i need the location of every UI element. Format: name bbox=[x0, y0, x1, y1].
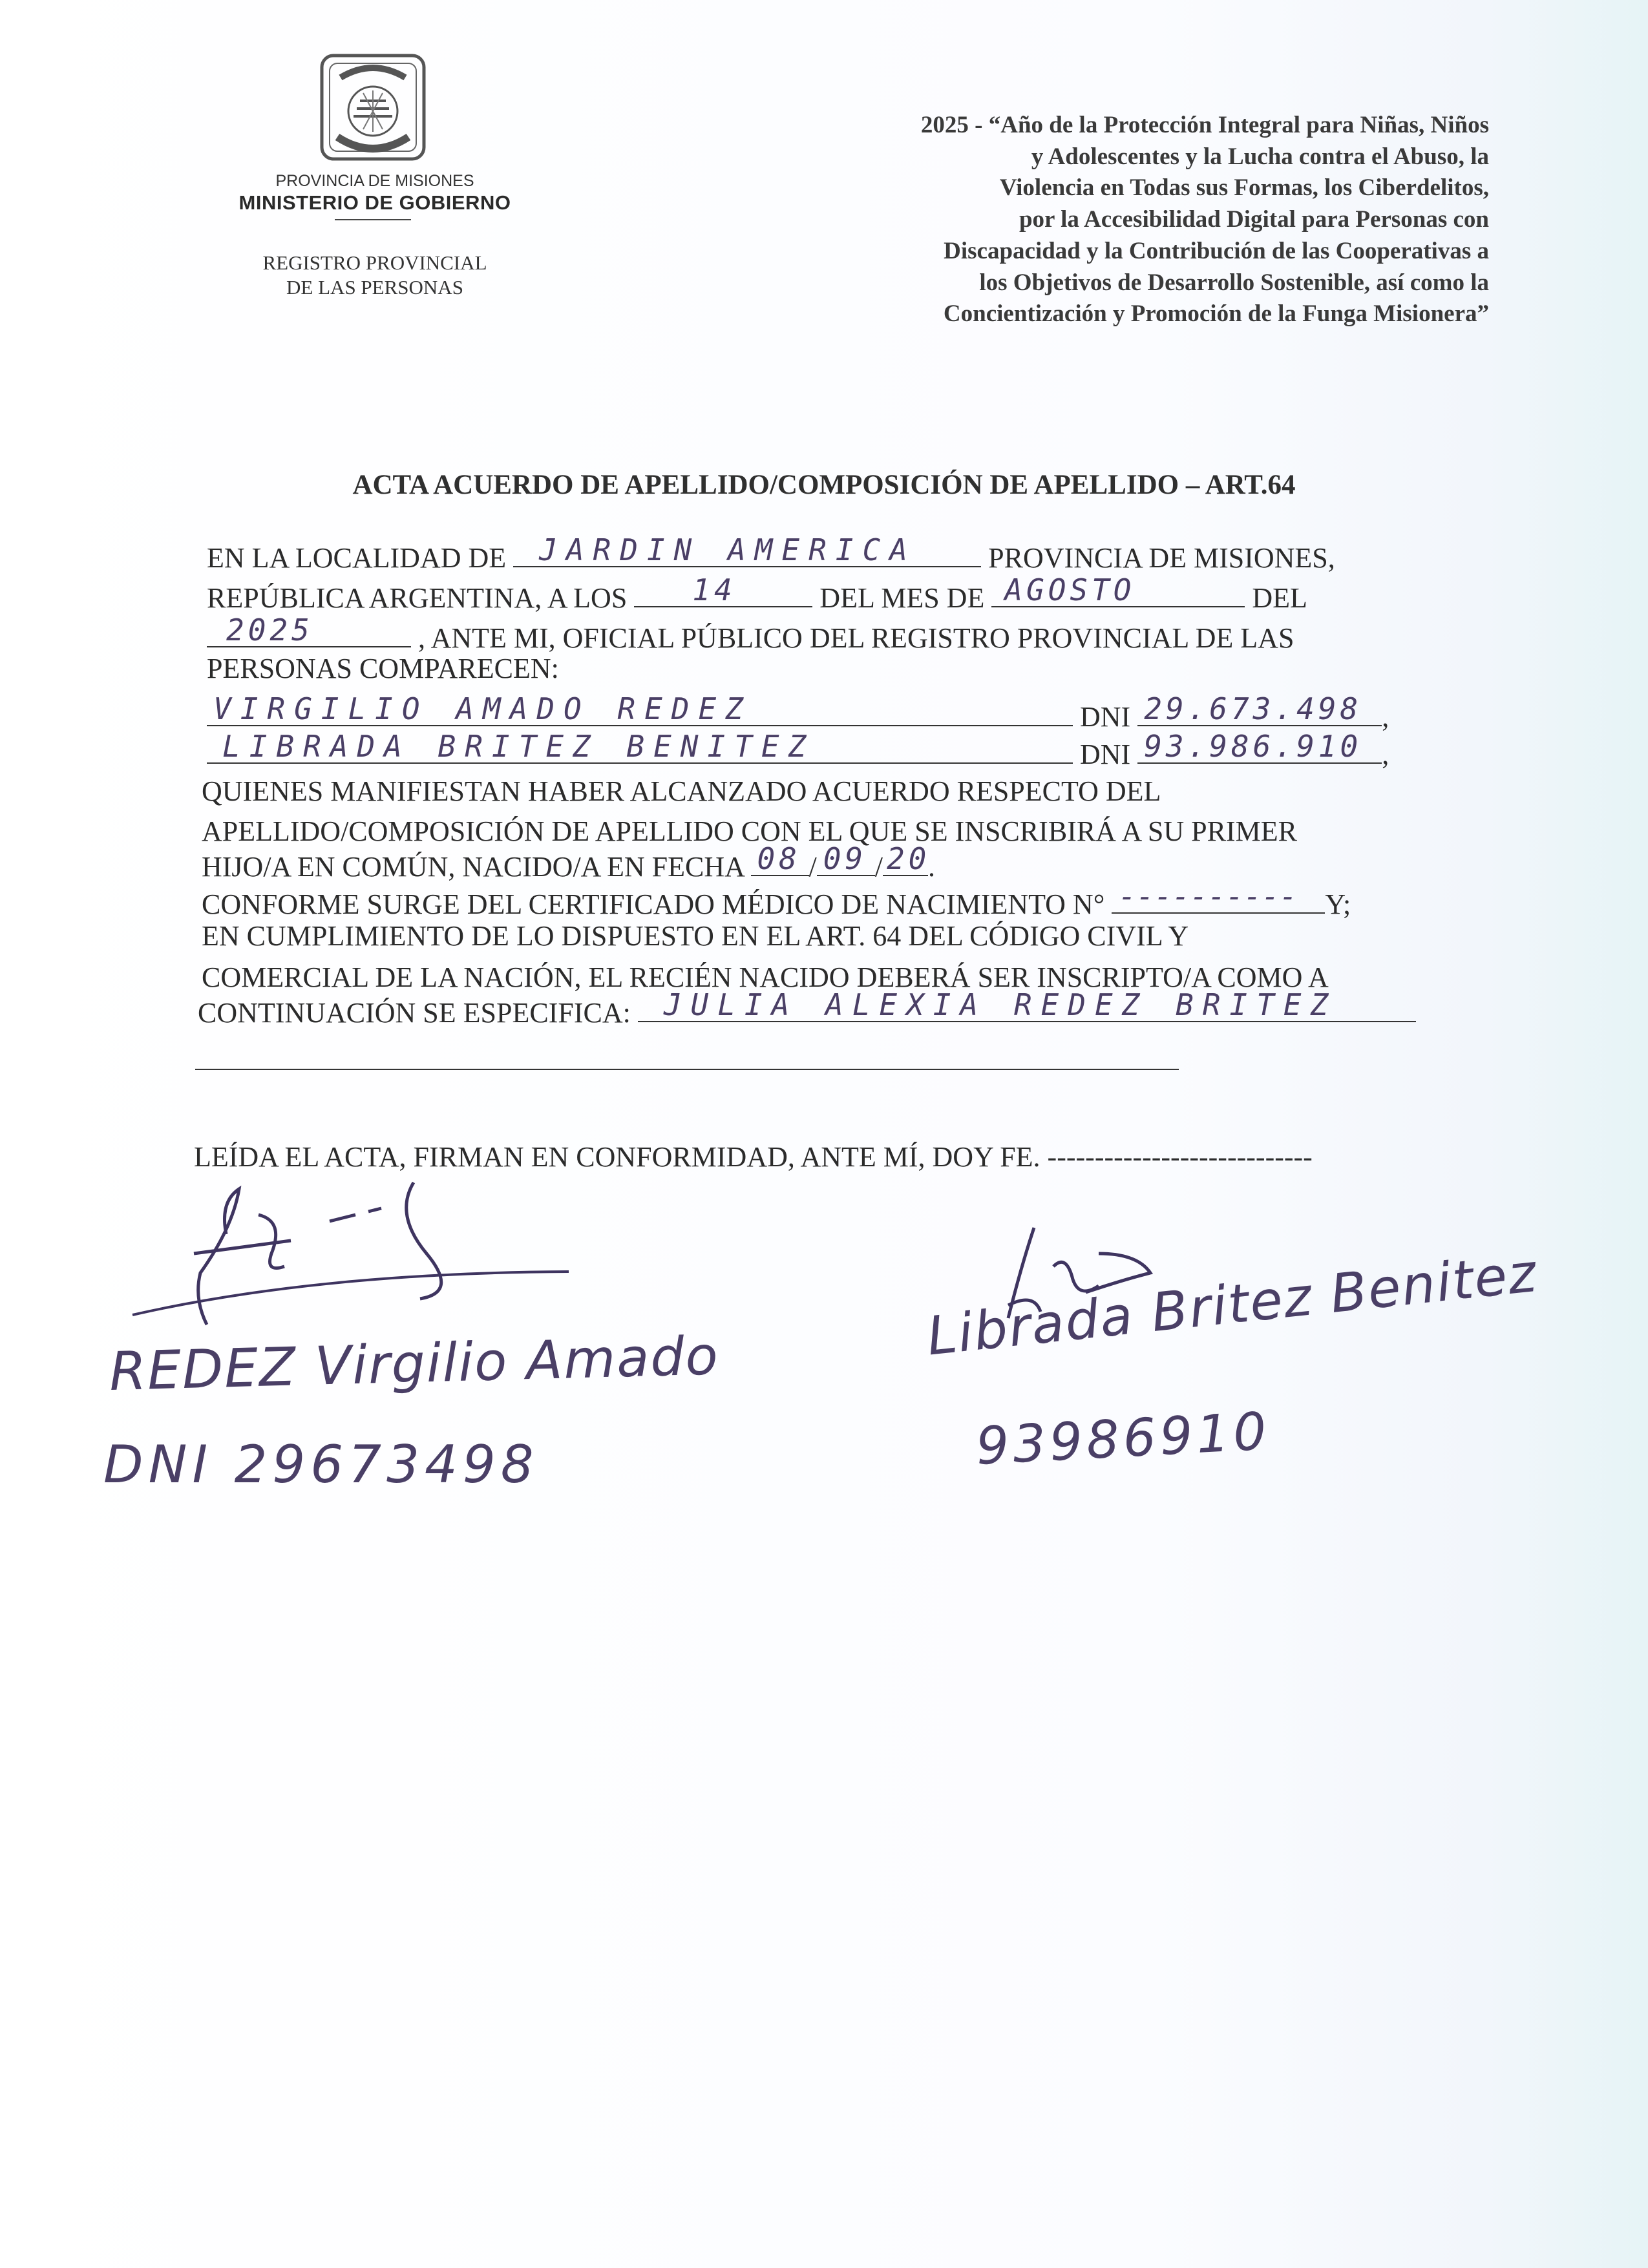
text: Y; bbox=[1325, 888, 1351, 920]
person-2-line bbox=[207, 729, 1389, 771]
body-line-7: QUIENES MANIFIESTAN HABER ALCANZADO ACUERDO RESPECTO DEL bbox=[202, 775, 1161, 807]
body-line-3 bbox=[207, 613, 1294, 655]
registry-line-1: REGISTRO PROVINCIAL bbox=[262, 251, 487, 274]
handwritten-birth-year: 20 bbox=[886, 841, 931, 876]
signature-1-scrawl bbox=[123, 1176, 575, 1338]
motto-line: Discapacidad y la Contribución de las Cooperativas a bbox=[944, 237, 1489, 264]
handwritten-locality: JARDIN AMERICA bbox=[539, 532, 916, 567]
handwritten-month: AGOSTO bbox=[1004, 572, 1136, 607]
signature-2-dni: 93986910 bbox=[975, 1401, 1272, 1476]
person-1-name-field[interactable] bbox=[207, 691, 1073, 726]
handwritten-person-2-dni: 93.986.910 bbox=[1144, 729, 1362, 764]
text: CONFORME SURGE DEL CERTIFICADO MÉDICO DE NACIMIENTO N° bbox=[202, 888, 1105, 920]
handwritten-child-name: JULIA ALEXIA REDEZ BRITEZ bbox=[663, 987, 1338, 1022]
handwritten-person-2-name: LIBRADA BRITEZ BENITEZ bbox=[222, 729, 816, 764]
registry-line-2: DE LAS PERSONAS bbox=[286, 276, 463, 299]
ministry-underline bbox=[335, 219, 411, 220]
text: DEL MES DE bbox=[819, 582, 985, 614]
certificate-field[interactable] bbox=[1112, 879, 1325, 914]
year-field[interactable] bbox=[207, 613, 411, 647]
body-line-12: COMERCIAL DE LA NACIÓN, EL RECIÉN NACIDO DEBERÁ SER INSCRIPTO/A COMO A bbox=[202, 961, 1329, 993]
body-line-2 bbox=[207, 572, 1307, 614]
signature-2-name: Librada Britez Benitez bbox=[924, 1242, 1541, 1368]
handwritten-certificate: ---------- bbox=[1118, 879, 1298, 914]
motto-line: y Adolescentes y la Lucha contra el Abuso, la bbox=[1031, 143, 1489, 170]
motto-line: por la Accesibilidad Digital para Personas con bbox=[1019, 206, 1489, 233]
signature-1-dni: DNI 29673498 bbox=[103, 1434, 539, 1495]
month-field[interactable] bbox=[991, 572, 1245, 607]
text: , ANTE MI, OFICIAL PÚBLICO DEL REGISTRO PROVINCIAL DE LAS bbox=[418, 622, 1294, 654]
person-1-dni-field[interactable] bbox=[1137, 691, 1382, 726]
dni-label: DNI bbox=[1080, 739, 1131, 770]
motto-line: Concientización y Promoción de la Funga Misionera” bbox=[943, 300, 1489, 328]
dni-label: DNI bbox=[1080, 701, 1131, 733]
document-title: ACTA ACUERDO DE APELLIDO/COMPOSICIÓN DE APELLIDO – ART.64 bbox=[352, 470, 1296, 500]
closing-statement: LEÍDA EL ACTA, FIRMAN EN CONFORMIDAD, ANTE MÍ, DOY FE. ---------------------------- bbox=[194, 1141, 1313, 1173]
body-line-11: EN CUMPLIMIENTO DE LO DISPUESTO EN EL ART. 64 DEL CÓDIGO CIVIL Y bbox=[202, 920, 1189, 952]
registry-label bbox=[220, 251, 530, 300]
motto-line: Violencia en Todas sus Formas, los Ciberdelitos, bbox=[999, 174, 1489, 202]
person-2-dni-field[interactable] bbox=[1137, 729, 1382, 764]
motto-line: 2025 - “Año de la Protección Integral para Niñas, Niños bbox=[920, 112, 1489, 138]
handwritten-birth-day: 08 bbox=[757, 841, 801, 876]
handwritten-day: 14 bbox=[692, 572, 736, 607]
text: . bbox=[927, 851, 935, 883]
provincial-seal bbox=[318, 52, 428, 163]
body-line-9: HIJO/A EN COMÚN, NACIDO/A EN FECHA 08 / 09 / 20 . bbox=[202, 841, 935, 883]
child-name-field[interactable] bbox=[638, 987, 1416, 1022]
province-label: PROVINCIA DE MISIONES bbox=[275, 172, 474, 190]
locality-field[interactable] bbox=[513, 532, 981, 567]
body-line-10 bbox=[202, 879, 1351, 921]
year-motto bbox=[685, 110, 1489, 330]
text: DEL bbox=[1252, 582, 1307, 614]
handwritten-person-1-name: VIRGILIO AMADO REDEZ bbox=[213, 691, 752, 726]
text: PROVINCIA DE MISIONES, bbox=[988, 542, 1335, 574]
body-line-8: APELLIDO/COMPOSICIÓN DE APELLIDO CON EL QUE SE INSCRIBIRÁ A SU PRIMER bbox=[202, 815, 1297, 847]
body-line-4: PERSONAS COMPARECEN: bbox=[207, 653, 559, 684]
ministry-label: MINISTERIO DE GOBIERNO bbox=[238, 191, 511, 214]
body-line-1 bbox=[207, 532, 1335, 574]
person-2-name-field[interactable] bbox=[207, 729, 1073, 764]
handwritten-year: 2025 bbox=[226, 613, 313, 647]
text: CONTINUACIÓN SE ESPECIFICA: bbox=[198, 997, 631, 1029]
continuation-rule bbox=[195, 1069, 1179, 1070]
day-field[interactable] bbox=[634, 572, 812, 607]
motto-line: los Objetivos de Desarrollo Sostenible, así como la bbox=[979, 269, 1489, 296]
text: REPÚBLICA ARGENTINA, A LOS bbox=[207, 582, 628, 614]
body-line-13 bbox=[198, 987, 1416, 1029]
text: EN LA LOCALIDAD DE bbox=[207, 542, 507, 574]
birth-year-field[interactable] bbox=[883, 841, 931, 876]
handwritten-birth-month: 09 bbox=[823, 841, 867, 876]
handwritten-person-1-dni: 29.673.498 bbox=[1144, 691, 1362, 726]
signature-1-name: REDEZ Virgilio Amado bbox=[109, 1325, 720, 1403]
birth-day-field[interactable] bbox=[751, 841, 809, 876]
birth-month-field[interactable] bbox=[817, 841, 875, 876]
comma: , bbox=[1382, 701, 1389, 733]
text: HIJO/A EN COMÚN, NACIDO/A EN FECHA bbox=[202, 851, 744, 883]
comma: , bbox=[1382, 739, 1389, 770]
